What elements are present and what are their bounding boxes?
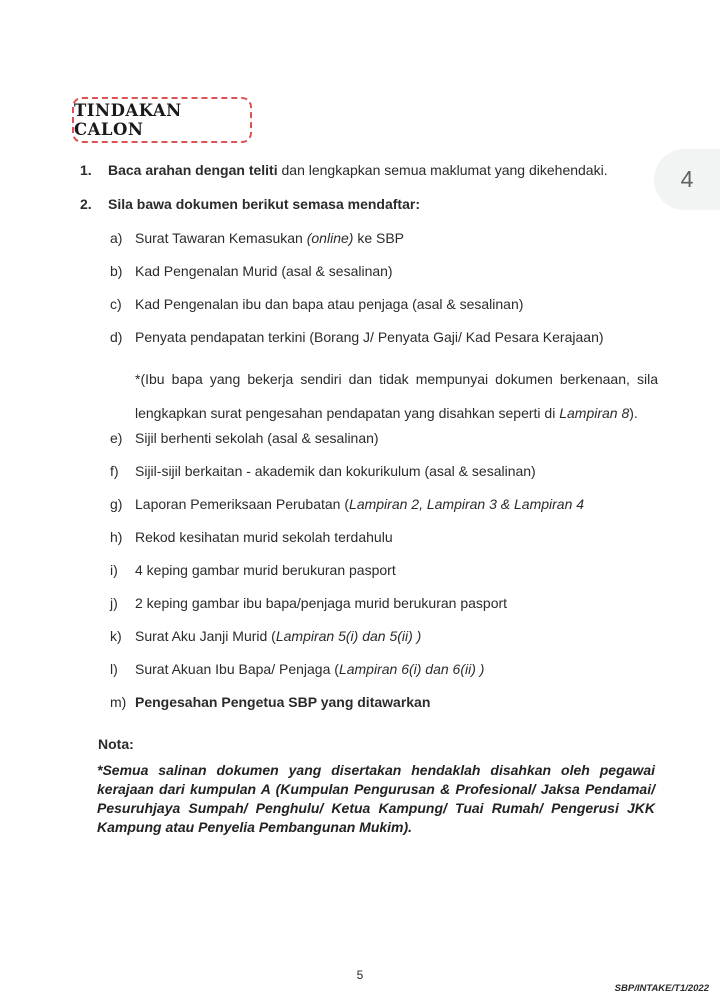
item-letter: m) (110, 694, 127, 710)
item-text: 4 keping gambar murid berukuran pasport (135, 562, 396, 578)
item-text: Sijil-sijil berkaitan - akademik dan kokurikulum (asal & sesalinan) (135, 463, 536, 479)
list-item-k (110, 628, 658, 645)
footer-doc-code: SBP/INTAKE/T1/2022 (614, 983, 709, 994)
item-letter: g) (110, 496, 123, 512)
list-item-f (110, 463, 658, 480)
instruction-item-1 (80, 162, 658, 179)
section-heading-box (72, 97, 252, 143)
item-letter: d) (110, 329, 123, 345)
instruction-item-2 (80, 196, 658, 213)
list-item-j (110, 595, 658, 612)
item-letter: k) (110, 628, 122, 644)
item-text: Surat Tawaran Kemasukan (online) ke SBP (135, 230, 405, 246)
instruction-number: 2. (80, 196, 92, 212)
list-item-h (110, 529, 658, 546)
list-item-m (110, 694, 658, 711)
item-letter: h) (110, 529, 123, 545)
page-indicator-value: 4 (680, 166, 694, 192)
section-heading-title: TINDAKAN CALON (74, 101, 182, 139)
item-letter: e) (110, 430, 123, 446)
list-item-e (110, 430, 658, 447)
item-letter: j) (110, 595, 118, 611)
item-text: Rekod kesihatan murid sekolah terdahulu (135, 529, 393, 545)
item-letter: b) (110, 263, 123, 279)
list-item-l (110, 661, 658, 678)
item-text: Laporan Pemeriksaan Perubatan (Lampiran 2, Lampiran 3 & Lampiran 4 (135, 496, 585, 512)
nota-section (98, 736, 658, 837)
item-text: Penyata pendapatan terkini (Borang J/ Penyata Gaji/ Kad Pesara Kerajaan) (135, 329, 604, 345)
item-letter: c) (110, 296, 122, 312)
item-text: Surat Akuan Ibu Bapa/ Penjaga (Lampiran 6(i) dan 6(ii) ) (135, 661, 485, 677)
item-text: Kad Pengenalan ibu dan bapa atau penjaga (asal & sesalinan) (135, 296, 524, 312)
instruction-number: 1. (80, 162, 92, 178)
item-letter: f) (110, 463, 119, 479)
list-item-b (110, 263, 658, 280)
footer-page-number: 5 (356, 968, 364, 982)
page-indicator-pill (654, 149, 720, 210)
instruction-text: Sila bawa dokumen berikut semasa mendaftar: (108, 196, 420, 212)
item-text: Pengesahan Pengetua SBP yang ditawarkan (135, 694, 431, 710)
item-text: 2 keping gambar ibu bapa/penjaga murid berukuran pasport (135, 595, 508, 611)
list-item-a (110, 230, 658, 247)
list-item-c (110, 296, 658, 313)
list-item-g (110, 496, 658, 513)
item-letter: i) (110, 562, 118, 578)
instruction-text: Baca arahan dengan teliti dan lengkapkan semua maklumat yang dikehendaki. (108, 162, 608, 178)
list-item-i (110, 562, 658, 579)
item-text: Surat Aku Janji Murid (Lampiran 5(i) dan 5(ii) ) (135, 628, 422, 644)
nota-body: *Semua salinan dokumen yang disertakan hendaklah disahkan oleh pegawai kerajaan dari kumpulan A (Kumpulan Pengurusan & Profesional/ Jaksa Pendamai/ Pesuruhjaya Sumpah/ Penghulu/ Ketua Kampung/ Tuai Rumah/ Pengerusi JKK Kampung atau Penyelia Pembangunan Mukim). (97, 762, 655, 835)
nota-label: Nota: (98, 736, 134, 752)
item-letter: a) (110, 230, 123, 246)
item-letter: l) (110, 661, 118, 677)
list-item-d-note: *(Ibu bapa yang bekerja sendiri dan tidak mempunyai dokumen berkenaan, sila lengkapkan surat pengesahan pendapatan yang disahkan seperti di Lampiran 8). (135, 371, 658, 421)
list-item-d (110, 329, 658, 346)
document-body (80, 162, 658, 837)
item-text: Sijil berhenti sekolah (asal & sesalinan) (135, 430, 379, 446)
item-text: Kad Pengenalan Murid (asal & sesalinan) (135, 263, 393, 279)
document-checklist (110, 230, 658, 711)
